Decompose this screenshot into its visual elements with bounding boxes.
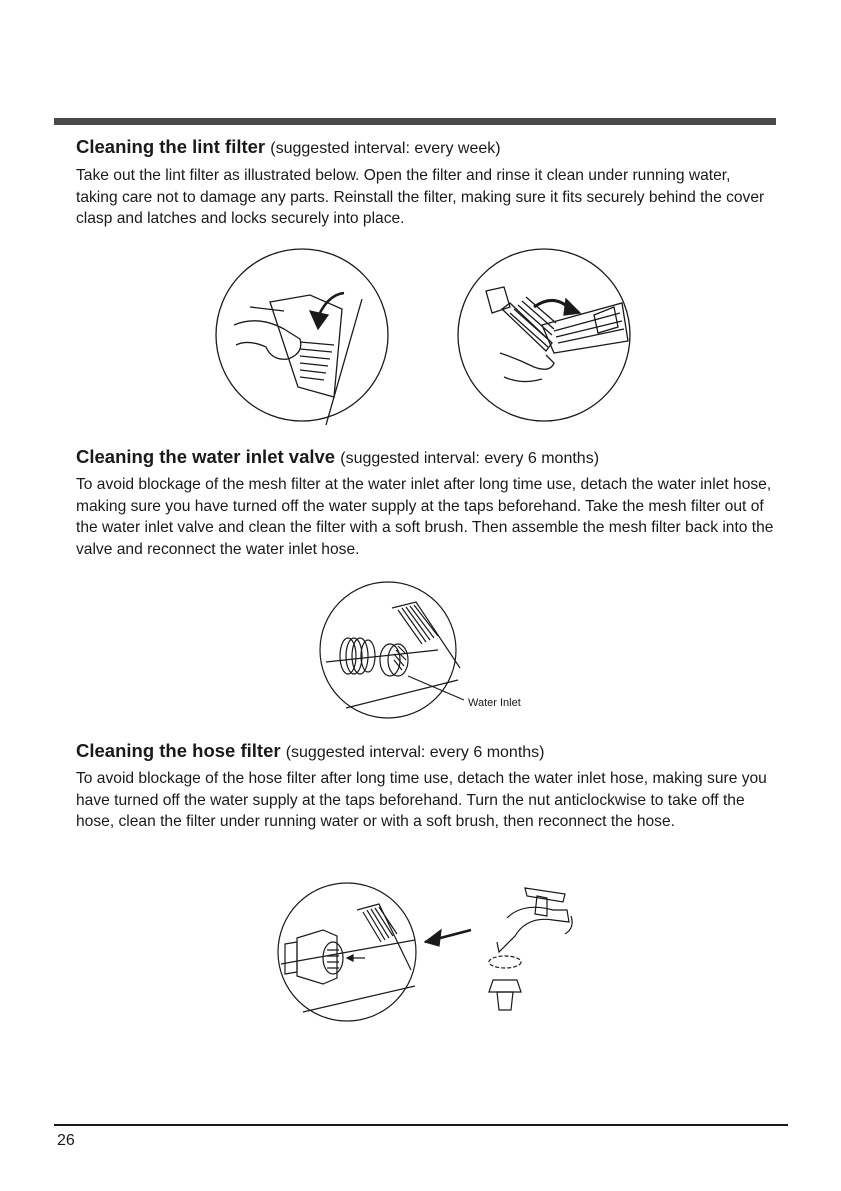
water-inlet-interval: (suggested interval: every 6 months) — [340, 450, 600, 467]
bottom-rule — [54, 1124, 788, 1126]
top-rule — [54, 118, 776, 125]
hose-filter-illustration — [275, 880, 595, 1025]
water-inlet-title: Cleaning the water inlet valve — [76, 446, 336, 467]
water-inlet-body: To avoid blockage of the mesh filter at the water inlet after long time use, detach the water inlet hose, making sure you have turned off the water supply at the taps beforehand. Take the mesh filter out of the water inlet valve and clean the filter with a soft brush. Then assemble the mesh filter back into the valve and reconnect the water inlet hose. — [76, 476, 774, 558]
page-number: 26 — [57, 1132, 75, 1149]
lint-filter-illustration — [214, 247, 634, 425]
hose-filter-body: To avoid blockage of the hose filter after long time use, detach the water inlet hose, making sure you have turned off the water supply at the taps beforehand. Turn the nut anticlockwise to take off the hose, clean the filter under running water or with a soft brush, then reconnect the hose. — [76, 770, 767, 830]
hose-filter-title: Cleaning the hose filter — [76, 740, 281, 761]
water-inlet-illustration — [318, 580, 538, 722]
hose-filter-heading — [76, 740, 545, 762]
hose-filter-interval: (suggested interval: every 6 months) — [285, 744, 545, 761]
lint-filter-title: Cleaning the lint filter — [76, 136, 266, 157]
lint-filter-heading — [76, 136, 501, 158]
lint-filter-interval: (suggested interval: every week) — [270, 140, 501, 157]
water-inlet-heading — [76, 446, 599, 468]
water-inlet-callout: Water Inlet — [468, 697, 521, 709]
lint-filter-body: Take out the lint filter as illustrated below. Open the filter and rinse it clean under running water, taking care not to damage any parts. Reinstall the filter, making sure it fits securely behind the cover clasp and latches and locks securely into place. — [76, 167, 765, 227]
